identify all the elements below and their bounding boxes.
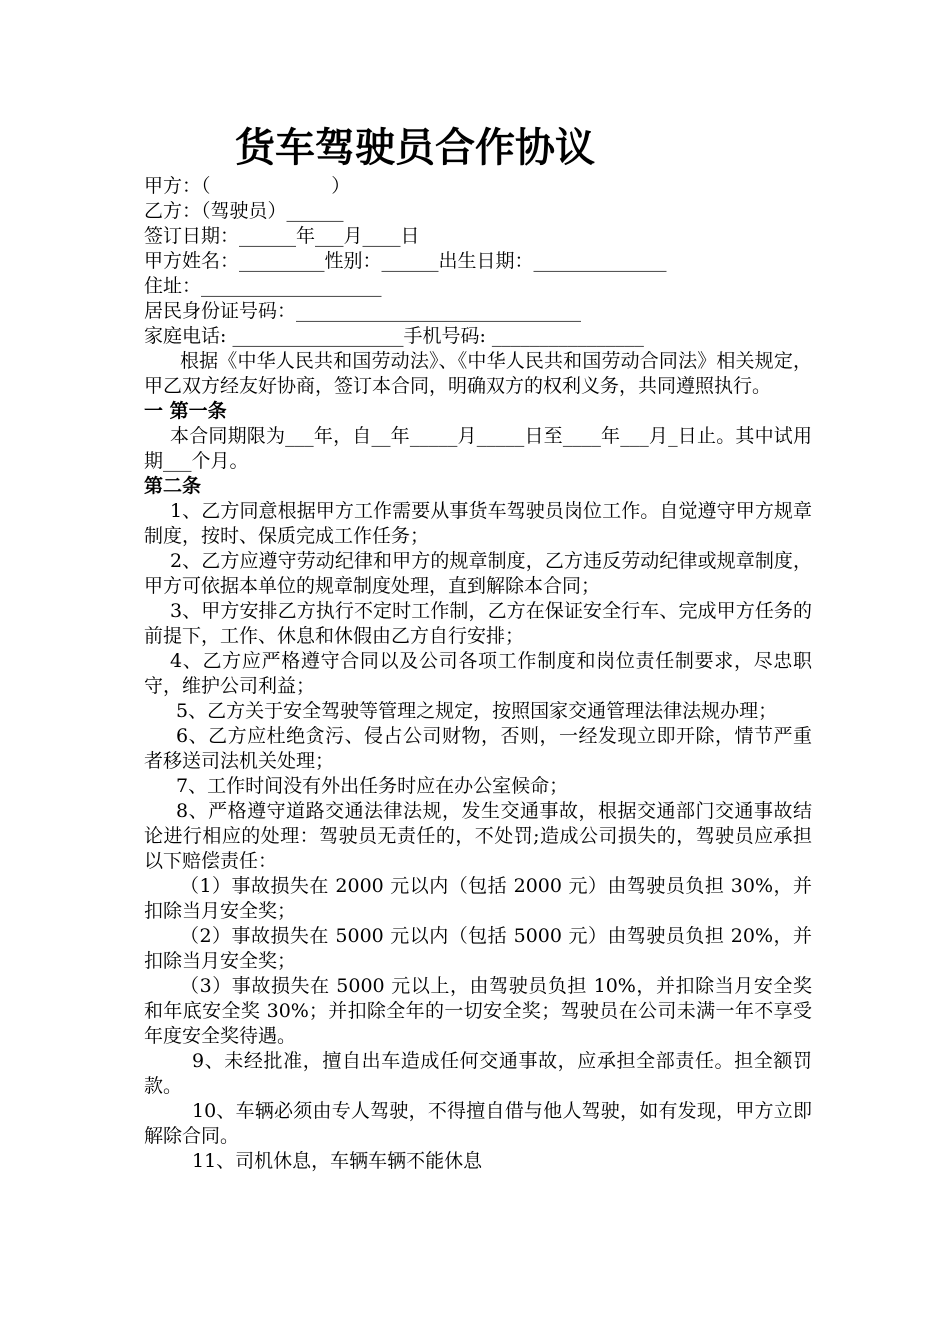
clause-10: 10、车辆必须由专人驾驶，不得擅自借与他人驾驶，如有发现，甲方立即解除合同。 bbox=[144, 1100, 812, 1147]
party-a-line: 甲方：（ ） bbox=[144, 175, 351, 197]
phone-line: 家庭电话: __________________手机号码: ________________ bbox=[144, 325, 644, 347]
article-1-text: 本合同期限为___年，自__年_____月_____日至____年___月_日止。其中试用期___个月。 bbox=[144, 425, 812, 472]
clause-6: 6、乙方应杜绝贪污、侵占公司财物，否则，一经发现立即开除，情节严重者移送司法机关处理； bbox=[144, 725, 812, 772]
clause-4: 4、乙方应严格遵守合同以及公司各项工作制度和岗位责任制要求，尽忠职守，维护公司利益； bbox=[144, 650, 812, 697]
document-title: 货车驾驶员合作协议 bbox=[235, 125, 595, 171]
clause-8: 8、严格遵守道路交通法律法规，发生交通事故，根据交通部门交通事故结论进行相应的处理：驾驶员无责任的，不处罚;造成公司损失的，驾驶员应承担以下赔偿责任： bbox=[144, 800, 812, 872]
clause-8-item-2: （2）事故损失在 5000 元以内（包括 5000 元）由驾驶员负担 20%，并扣除当月安全奖； bbox=[144, 925, 812, 972]
clause-9: 9、未经批准，擅自出车造成任何交通事故，应承担全部责任。担全额罚款。 bbox=[144, 1050, 812, 1097]
clause-11: 11、司机休息，车辆车辆不能休息 bbox=[192, 1150, 483, 1172]
clause-8-item-3: （3）事故损失在 5000 元以上，由驾驶员负担 10%，并扣除当月安全奖和年底安全奖 30%；并扣除全年的一切安全奖；驾驶员在公司未满一年不享受年度安全奖待遇。 bbox=[144, 975, 812, 1047]
clause-7: 7、工作时间没有外出任务时应在办公室候命； bbox=[176, 775, 569, 797]
name-gender-birth-line: 甲方姓名：_________性别：______出生日期：______________ bbox=[144, 250, 667, 272]
id-number-line: 居民身份证号码：______________________________ bbox=[144, 300, 582, 322]
clause-1: 1、乙方同意根据甲方工作需要从事货车驾驶员岗位工作。自觉遵守甲方规章制度，按时、保质完成工作任务； bbox=[144, 500, 812, 547]
article-1-heading: 一 第一条 bbox=[144, 400, 227, 422]
sign-date-line: 签订日期：______年___月____日 bbox=[144, 225, 420, 247]
article-2-heading: 第二条 bbox=[144, 475, 202, 497]
clause-8-item-1: （1）事故损失在 2000 元以内（包括 2000 元）由驾驶员负担 30%，并扣除当月安全奖； bbox=[144, 875, 812, 922]
party-b-line: 乙方：（驾驶员）______ bbox=[144, 200, 344, 222]
preamble-paragraph: 根据《中华人民共和国劳动法》、《中华人民共和国劳动合同法》相关规定，甲乙双方经友好协商，签订本合同，明确双方的权利义务，共同遵照执行。 bbox=[144, 350, 812, 397]
clause-3: 3、甲方安排乙方执行不定时工作制，乙方在保证安全行车、完成甲方任务的前提下，工作、休息和休假由乙方自行安排； bbox=[144, 600, 812, 647]
clause-2: 2、乙方应遵守劳动纪律和甲方的规章制度，乙方违反劳动纪律或规章制度，甲方可依据本单位的规章制度处理，直到解除本合同； bbox=[144, 550, 812, 597]
document-body bbox=[144, 174, 812, 1174]
clause-5: 5、乙方关于安全驾驶等管理之规定，按照国家交通管理法律法规办理； bbox=[176, 700, 778, 722]
address-line: 住址：___________________ bbox=[144, 275, 382, 297]
